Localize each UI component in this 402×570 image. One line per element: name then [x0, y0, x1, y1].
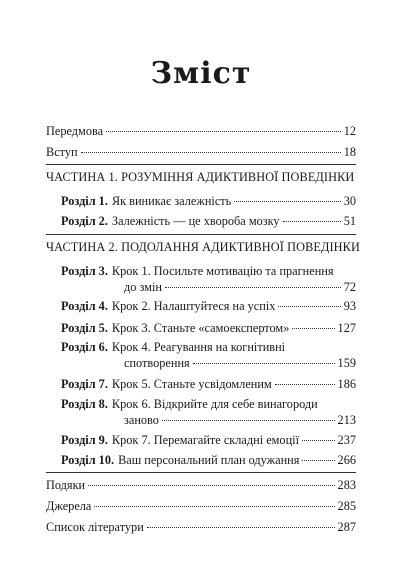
- entry-title: Крок 7. Перемагайте складні емоції: [111, 433, 299, 447]
- part-heading: ЧАСТИНА 2. ПОДОЛАННЯ АДИКТИВНОЇ ПОВЕДІНКИ: [46, 240, 360, 254]
- entry-page: 159: [337, 356, 356, 370]
- toc-entry-chapter-7[interactable]: [61, 377, 356, 392]
- entry-page: 18: [343, 145, 356, 159]
- entry-title: Вступ: [46, 145, 78, 159]
- divider: [46, 164, 356, 165]
- toc-entry-chapter-2[interactable]: [61, 214, 356, 229]
- toc-entry-chapter-3-line-1[interactable]: [61, 264, 334, 279]
- toc-entry-chapter-5[interactable]: [61, 321, 356, 336]
- leader-dots: [275, 384, 335, 385]
- entry-page: 283: [337, 478, 356, 492]
- leader-dots: [94, 506, 334, 507]
- chapter-label: Розділ 4.: [61, 299, 108, 313]
- entry-page: 213: [337, 413, 356, 427]
- entry-page: 30: [343, 194, 356, 208]
- entry-page: 285: [337, 499, 356, 513]
- entry-page: 186: [337, 377, 356, 391]
- part-heading: ЧАСТИНА 1. РОЗУМІННЯ АДИКТИВНОЇ ПОВЕДІНКИ: [46, 170, 355, 184]
- entry-title: Крок 1. Посильте мотивацію та прагнення: [111, 264, 334, 278]
- divider: [46, 472, 356, 473]
- leader-dots: [88, 485, 334, 486]
- entry-page: 93: [343, 299, 356, 313]
- entry-title: Крок 3. Станьте «самоекспертом»: [111, 321, 290, 335]
- entry-title: Залежність — це хвороба мозку: [111, 214, 280, 228]
- leader-dots: [283, 221, 341, 222]
- leader-dots: [106, 131, 341, 132]
- leader-dots: [81, 152, 341, 153]
- leader-dots: [278, 306, 340, 307]
- entry-title: Ваш персональний план одужання: [118, 453, 300, 467]
- entry-page: 237: [337, 433, 356, 447]
- entry-page: 72: [343, 280, 356, 294]
- toc-entry-chapter-1[interactable]: [61, 194, 356, 209]
- entry-page: 287: [337, 520, 356, 534]
- leader-dots: [165, 287, 341, 288]
- chapter-label: Розділ 8.: [61, 397, 108, 411]
- entry-title: Джерела: [46, 499, 92, 513]
- toc-entry-chapter-4[interactable]: [61, 299, 356, 314]
- entry-title: Крок 6. Відкрийте для себе винагороди: [111, 397, 318, 411]
- toc-entry-chapter-6-line-2[interactable]: [124, 356, 356, 371]
- chapter-label: Розділ 6.: [61, 340, 108, 354]
- entry-title: Подяки: [46, 478, 86, 492]
- entry-title: Список літератури: [46, 520, 144, 534]
- chapter-label: Розділ 9.: [61, 433, 108, 447]
- entry-title: Передмова: [46, 124, 104, 138]
- entry-page: 266: [337, 453, 356, 467]
- toc-entry-chapter-6-line-1[interactable]: [61, 340, 285, 355]
- entry-title: Крок 5. Станьте усвідомленим: [111, 377, 272, 391]
- entry-title: Крок 4. Реагування на когнітивні: [111, 340, 286, 354]
- entry-title-cont: спотворення: [124, 356, 190, 370]
- entry-page: 127: [337, 321, 356, 335]
- entry-page: 12: [343, 124, 356, 138]
- entry-title-cont: заново: [124, 413, 159, 427]
- leader-dots: [193, 363, 335, 364]
- toc-entry-chapter-8-line-1[interactable]: [61, 397, 318, 412]
- chapter-label: Розділ 1.: [61, 194, 108, 208]
- chapter-label: Розділ 3.: [61, 264, 108, 278]
- entry-title-cont: до змін: [124, 280, 162, 294]
- chapter-label: Розділ 5.: [61, 321, 108, 335]
- toc-entry-chapter-9[interactable]: [61, 433, 356, 448]
- leader-dots: [162, 420, 335, 421]
- chapter-label: Розділ 7.: [61, 377, 108, 391]
- leader-dots: [292, 328, 334, 329]
- leader-dots: [234, 201, 340, 202]
- toc-entry-chapter-3-line-2[interactable]: [124, 280, 356, 295]
- leader-dots: [147, 527, 335, 528]
- toc-entry-chapter-10[interactable]: [61, 453, 356, 468]
- toc-entry-sources[interactable]: [46, 499, 356, 514]
- leader-dots: [302, 460, 334, 461]
- entry-title: Крок 2. Налаштуйтеся на успіх: [111, 299, 276, 313]
- entry-page: 51: [343, 214, 356, 228]
- toc-entry-preface[interactable]: [46, 124, 356, 139]
- page-title: Зміст: [150, 56, 252, 91]
- leader-dots: [302, 440, 335, 441]
- entry-title: Як виникає залежність: [111, 194, 232, 208]
- chapter-label: Розділ 10.: [61, 453, 115, 467]
- toc-entry-chapter-8-line-2[interactable]: [124, 413, 356, 428]
- divider: [46, 234, 356, 235]
- toc-entry-intro[interactable]: [46, 145, 356, 160]
- toc-entry-acknowledgements[interactable]: [46, 478, 356, 493]
- toc-entry-bibliography[interactable]: [46, 520, 356, 535]
- chapter-label: Розділ 2.: [61, 214, 108, 228]
